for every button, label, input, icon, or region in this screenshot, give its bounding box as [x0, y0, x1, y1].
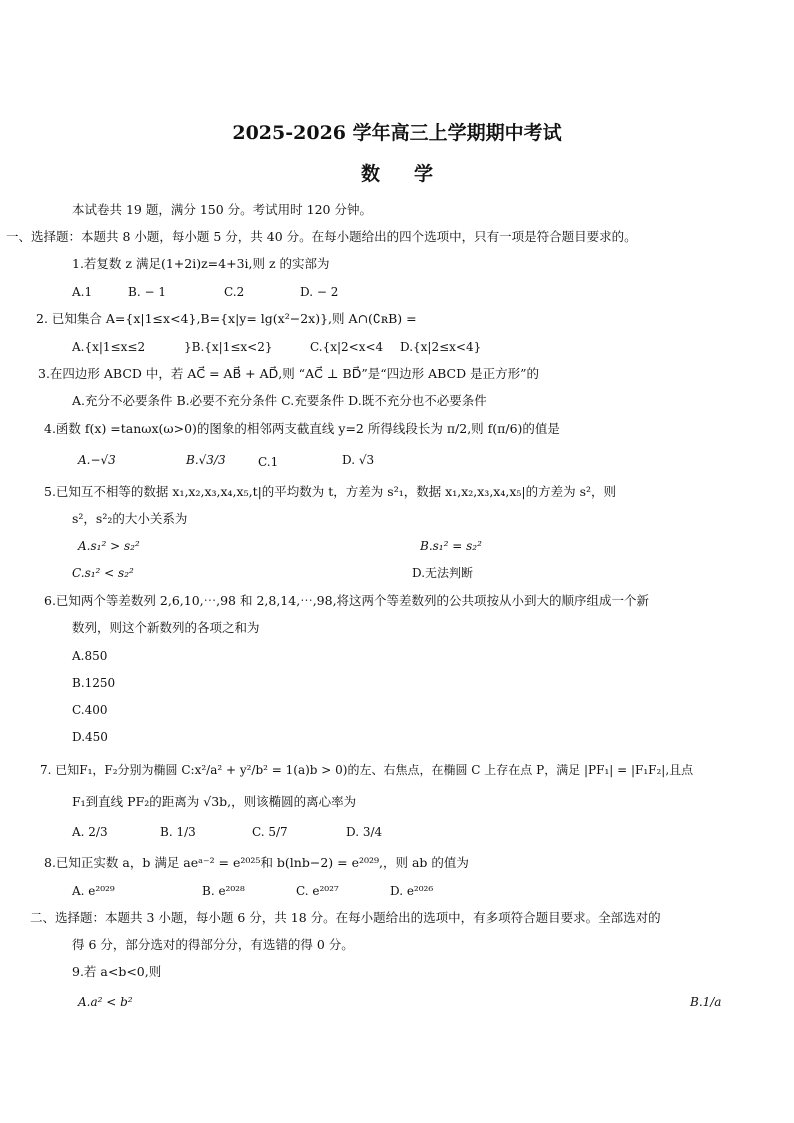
question-1-stem: 1.若复数 z 满足(1+2i)z=4+3i,则 z 的实部为 [72, 256, 330, 271]
question-5-option-c: C.s₁² < s₂² [72, 566, 134, 580]
question-9-option-a: A.a² < b² [78, 995, 133, 1009]
question-5-option-d: D.无法判断 [412, 566, 474, 580]
question-1-option-d: D. − 2 [300, 285, 339, 299]
question-4-stem: 4.函数 f(x) =tanωx(ω>0)的图象的相邻两支截直线 y=2 所得线段长为 π/2,则 f(π/6)的值是 [44, 421, 560, 436]
question-1-option-a: A.1 [72, 285, 93, 299]
subject-title: 数学 [360, 163, 467, 185]
question-8-option-d: D. e²⁰²⁶ [390, 884, 434, 898]
question-7-option-b: B. 1/3 [160, 825, 196, 839]
question-6-option-d: D.450 [72, 730, 108, 744]
question-2-option-b: }B.{x|1≤x<2} [184, 340, 273, 354]
exam-intro: 本试卷共 19 题，满分 150 分。考试用时 120 分钟。 [72, 202, 372, 217]
question-5-stem-line-2: s²，s²₂的大小关系为 [72, 511, 188, 526]
question-8-stem: 8.已知正实数 a，b 满足 aeᵃ⁻² = e²⁰²⁵和 b(lnb−2) = e²⁰²⁹,，则 ab 的值为 [44, 855, 469, 870]
question-7-stem-line-1: 7. 已知F₁，F₂分别为椭圆 C:x²/a² + y²/b² = 1(a)b > 0)的左、右焦点，在椭圆 C 上存在点 P，满足 |PF₁| = |F₁F₂|,且点 [40, 763, 694, 777]
question-6-option-c: C.400 [72, 703, 108, 717]
question-7-option-d: D. 3/4 [346, 825, 383, 839]
question-6-stem-line-1: 6.已知两个等差数列 2,6,10,⋯,98 和 2,8,14,⋯,98,将这两个等差数列的公共项按从小到大的顺序组成一个新 [44, 593, 650, 608]
question-4-option-c: C.1 [258, 455, 279, 469]
question-6-option-a: A.850 [72, 649, 108, 663]
question-9-stem: 9.若 a<b<0,则 [72, 964, 162, 979]
question-7-option-a: A. 2/3 [72, 825, 108, 839]
question-2-option-a: A.{x|1≤x≤2 [72, 340, 146, 354]
section-2-heading-line-1: 二、选择题：本题共 3 小题，每小题 6 分，共 18 分。在每小题给出的选项中，有多项符合题目要求。全部选对的 [30, 910, 661, 925]
question-7-option-c: C. 5/7 [252, 825, 288, 839]
question-6-option-b: B.1250 [72, 676, 116, 690]
exam-title: 2025-2026 学年高三上学期期中考试 [232, 122, 562, 144]
question-2-stem: 2. 已知集合 A={x|1≤x<4},B={x|y= lg(x²−2x)},则 A∩(∁ʀB) = [36, 311, 417, 326]
question-4-option-a: A.−√3 [78, 453, 116, 467]
question-8-option-b: B. e²⁰²⁸ [202, 884, 245, 898]
question-8-option-c: C. e²⁰²⁷ [296, 884, 339, 898]
question-7-stem-line-2: F₁到直线 PF₂的距离为 √3b,，则该椭圆的离心率为 [72, 794, 357, 809]
question-5-option-b: B.s₁² = s₂² [420, 539, 482, 553]
question-3-stem: 3.在四边形 ABCD 中，若 AC⃗ = AB⃗ + AD⃗,则 “AC⃗ ⊥ BD⃗”是“四边形 ABCD 是正方形”的 [38, 366, 539, 381]
question-6-stem-line-2: 数列，则这个新数列的各项之和为 [72, 620, 260, 635]
question-2-option-c: C.{x|2<x<4 [310, 340, 384, 354]
question-4-option-b: B.√3/3 [186, 453, 226, 467]
question-1-option-b: B. − 1 [128, 285, 166, 299]
question-4-option-d: D. √3 [342, 453, 375, 467]
question-8-option-a: A. e²⁰²⁹ [72, 884, 115, 898]
question-1-option-c: C.2 [224, 285, 245, 299]
question-3-options: A.充分不必要条件 B.必要不充分条件 C.充要条件 D.既不充分也不必要条件 [72, 393, 487, 408]
question-5-stem-line-1: 5.已知互不相等的数据 x₁,x₂,x₃,x₄,x₅,t|的平均数为 t，方差为 s²₁，数据 x₁,x₂,x₃,x₄,x₅|的方差为 s²，则 [44, 484, 616, 499]
section-2-heading-line-2: 得 6 分，部分选对的得部分分，有选错的得 0 分。 [72, 937, 354, 952]
question-2-option-d: D.{x|2≤x<4} [400, 340, 482, 354]
question-5-option-a: A.s₁² > s₂² [78, 539, 140, 553]
section-1-heading: 一、选择题：本题共 8 小题，每小题 5 分，共 40 分。在每小题给出的四个选项中，只有一项是符合题目要求的。 [6, 229, 637, 244]
question-9-option-b: B.1/a [690, 995, 722, 1009]
